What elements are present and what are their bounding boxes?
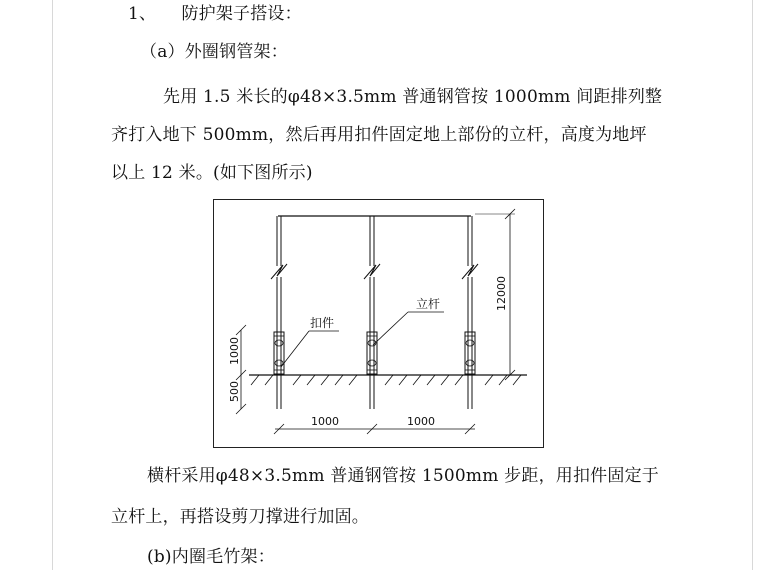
paragraph1-line3: 以上 12 米。(如下图所示) bbox=[111, 163, 313, 183]
pole-label: 立杆 bbox=[416, 297, 441, 311]
dim-bottom bbox=[274, 415, 475, 434]
section-title: 防护架子搭设： bbox=[181, 4, 302, 24]
fastener-label: 扣件 bbox=[310, 316, 335, 330]
dim-height-total-text: 12000 bbox=[495, 276, 508, 311]
section-number: 1、 bbox=[128, 4, 157, 24]
paragraph2-line1: 横杆采用φ48×3.5mm 普通钢管按 1500mm 步距，用扣件固定于 bbox=[147, 466, 659, 486]
page-margin-right bbox=[752, 0, 753, 570]
page-margin-left bbox=[52, 0, 53, 570]
pole-2 bbox=[364, 216, 380, 409]
paragraph1-line2: 齐打入地下 500mm，然后再用扣件固定地上部份的立杆，高度为地坪 bbox=[111, 125, 647, 145]
ground-line bbox=[249, 375, 527, 385]
pole-3 bbox=[462, 216, 478, 409]
section-heading bbox=[128, 3, 302, 25]
scaffold-diagram bbox=[213, 199, 544, 448]
dim-depth-below-text: 500 bbox=[228, 381, 241, 402]
dim-span-1-text: 1000 bbox=[311, 415, 339, 428]
paragraph2-line2: 立杆上，再搭设剪刀撑进行加固。 bbox=[111, 507, 369, 527]
paragraph1-line1: 先用 1.5 米长的φ48×3.5mm 普通钢管按 1000mm 间距排列整 bbox=[163, 87, 663, 107]
dim-left bbox=[228, 325, 246, 414]
subheading-b: (b)内圈毛竹架： bbox=[147, 547, 275, 567]
dim-height-above-text: 1000 bbox=[228, 337, 241, 365]
subheading-a: （a）外圈钢管架： bbox=[140, 42, 288, 62]
pole-callout bbox=[373, 296, 444, 345]
pole-1 bbox=[271, 216, 287, 409]
dim-span-2-text: 1000 bbox=[407, 415, 435, 428]
dim-height-total bbox=[475, 209, 515, 380]
fastener-callout bbox=[281, 315, 339, 367]
